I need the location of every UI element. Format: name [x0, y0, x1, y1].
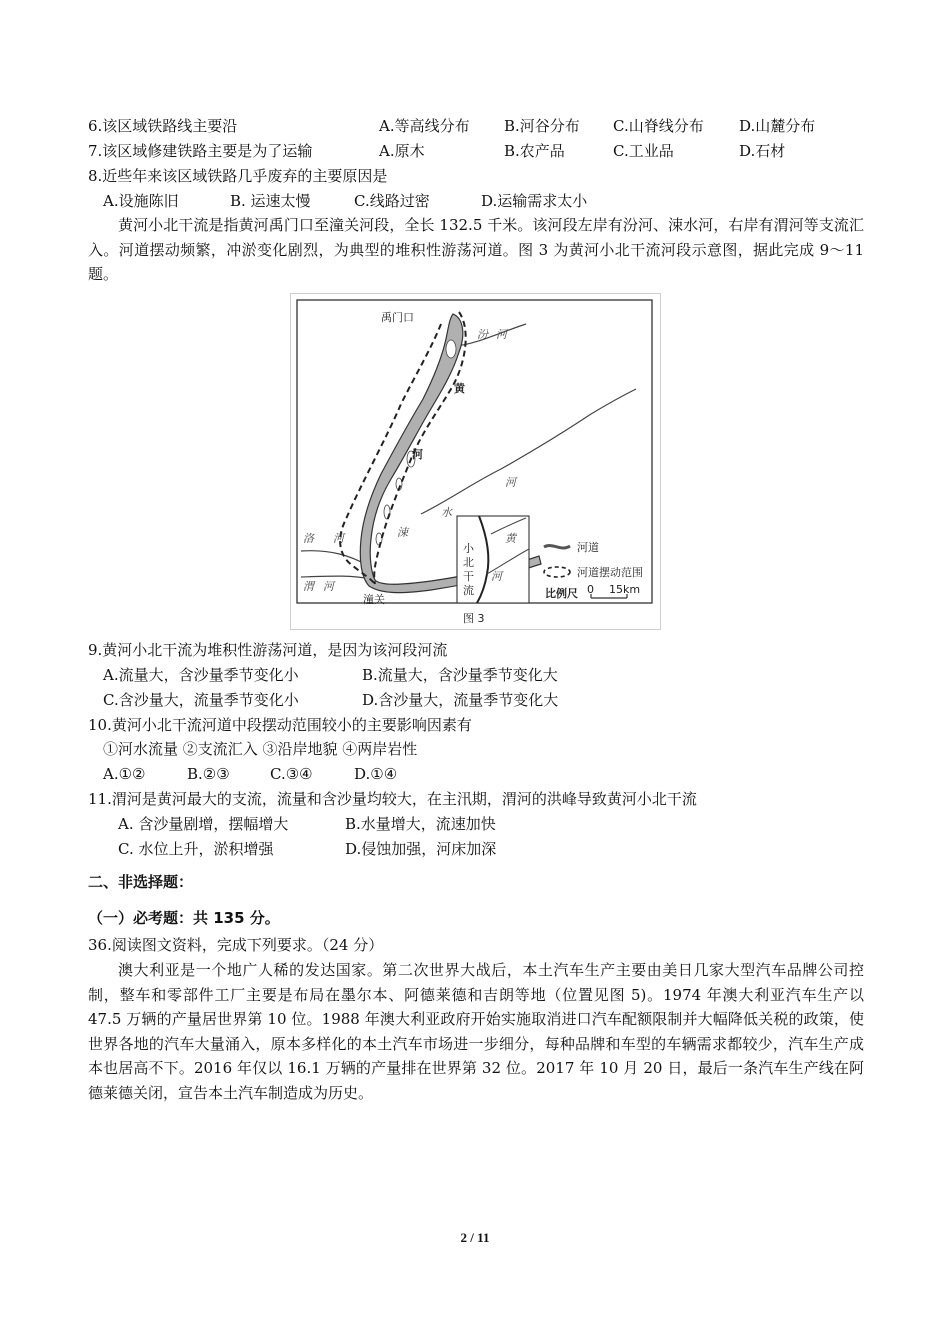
q10-option-c: C.③④	[270, 765, 313, 783]
q11-option-d: D.侵蚀加强，河床加深	[345, 840, 497, 858]
label-huang: 黄	[454, 382, 465, 395]
section-2-subheading: （一）必考题：共 135 分。	[88, 909, 280, 927]
wei-river-line-upper	[301, 576, 371, 579]
map-svg	[291, 294, 660, 629]
q7-option-b: B.农产品	[504, 142, 565, 160]
legend-channel-label: 河道	[577, 541, 599, 554]
figure-3-map	[290, 293, 661, 630]
label-su: 涑	[397, 526, 408, 539]
q6-option-c: C.山脊线分布	[613, 117, 704, 135]
q8-option-a: A.设施陈旧	[103, 192, 179, 210]
legend-swing-symbol	[544, 567, 570, 577]
q9-option-b: B.流量大，含沙量季节变化大	[362, 666, 558, 684]
inset-label-gan: 干	[463, 570, 474, 583]
label-fen-2: 河	[496, 328, 507, 341]
q10-option-b: B.②③	[187, 765, 230, 783]
label-tongguan: 潼关	[363, 593, 385, 606]
q8-option-d: D.运输需求太小	[481, 192, 588, 210]
question-8-options	[103, 191, 863, 211]
question-36-stem: 36.阅读图文资料，完成下列要求。（24 分）	[88, 936, 384, 954]
section-2-heading: 二、非选择题：	[88, 873, 194, 891]
question-10-items: ①河水流量 ②支流汇入 ③沿岸地貌 ④两岸岩性	[103, 740, 418, 758]
question-10-stem: 10.黄河小北干流河道中段摆动范围较小的主要影响因素有	[88, 716, 472, 734]
label-he: 河	[412, 448, 423, 461]
q11-option-a: A. 含沙量剧增，摆幅增大	[118, 815, 289, 833]
q7-option-a: A.原木	[379, 142, 425, 160]
question-10-options	[103, 764, 863, 784]
inset-label-bei: 北	[463, 556, 474, 569]
su-river-line	[421, 389, 636, 514]
legend-channel-symbol	[544, 546, 570, 548]
inset-label-he: 河	[491, 570, 502, 583]
label-wei-he: 河	[323, 580, 334, 593]
q7-stem: 7.该区域修建铁路主要是为了运输	[88, 142, 313, 160]
question-11-options-row1	[118, 814, 858, 834]
label-fen-1: 汾	[477, 328, 488, 341]
page-number: 2 / 11	[460, 1230, 490, 1245]
scale-zero: 0	[587, 583, 594, 596]
q7-option-c: C.工业品	[613, 142, 674, 160]
question-9-stem: 9.黄河小北干流为堆积性游荡河道，是因为该河段河流	[88, 641, 448, 659]
q8-option-b: B. 运速太慢	[230, 192, 311, 210]
q6-option-b: B.河谷分布	[504, 117, 580, 135]
q7-option-d: D.石材	[739, 142, 786, 160]
label-su-he: 河	[505, 476, 516, 489]
scale-15km: 15km	[609, 583, 641, 596]
q6-option-d: D.山麓分布	[739, 117, 816, 135]
q9-option-a: A.流量大，含沙量季节变化小	[103, 666, 299, 684]
question-7	[88, 141, 868, 161]
inset-label-liu: 流	[463, 584, 474, 597]
label-luo-he: 河	[333, 532, 344, 545]
figure-caption: 图 3	[463, 612, 485, 625]
label-yumenkou: 禹门口	[381, 311, 414, 324]
legend-swing-label: 河道摆动范围	[577, 566, 643, 579]
question-9-options-row2	[103, 690, 863, 710]
label-wei: 渭	[303, 580, 314, 593]
q10-option-d: D.①④	[354, 765, 398, 783]
q10-option-a: A.①②	[103, 765, 146, 783]
q9-option-d: D.含沙量大，流量季节变化大	[362, 691, 559, 709]
label-luo: 洛	[303, 532, 314, 545]
intro-paragraph-9-11: 黄河小北干流是指黄河禹门口至潼关河段，全长 132.5 千米。该河段左岸有汾河、涑水河，右岸有渭河等支流汇入。河道摆动频繁，冲淤变化剧烈，为典型的堆积性游荡河道。图 3 为黄河小北干流河段示意图，据此完成 9～11 题。	[88, 216, 864, 283]
question-9-options-row1	[103, 665, 863, 685]
q11-option-c: C. 水位上升，淤积增强	[118, 840, 274, 858]
question-8-stem: 8.近些年来该区域铁路几乎废弃的主要原因是	[88, 167, 388, 185]
swing-range-left	[340, 324, 441, 584]
question-6	[88, 116, 868, 136]
q8-option-c: C.线路过密	[354, 192, 430, 210]
q6-option-a: A.等高线分布	[379, 117, 470, 135]
q9-option-c: C.含沙量大，流量季节变化小	[103, 691, 299, 709]
question-36-paragraph: 澳大利亚是一个地广人稀的发达国家。第二次世界大战后，本土汽车生产主要由美日几家大型汽车品牌公司控制，整车和零部件工厂主要是布局在墨尔本、阿德莱德和吉朗等地（位置见图 5)。1974 年澳大利亚汽车生产以 47.5 万辆的产量居世界第 10 位。1988 年澳大利亚政府开始实施取消进口汽车配额限制并大幅降低关税的政策，使世界各地的汽车大量涌入，原本多样化的本土汽车市场进一步细分，每种品牌和车型的车辆需求都较少，汽车生产成本也居高不下。2016 年仅以 16.1 万辆的产量排在世界第 32 位。2017 年 10 月 20 日，最后一条汽车生产线在阿德莱德关闭，宣告本土汽车制造成为历史。	[88, 961, 864, 1102]
q11-option-b: B.水量增大，流速加快	[345, 815, 496, 833]
legend-scale-label: 比例尺	[545, 587, 578, 600]
label-shui: 水	[441, 506, 452, 519]
q6-stem: 6.该区域铁路线主要沿	[88, 117, 238, 135]
inset-label-huang: 黄	[505, 532, 516, 545]
luo-river-line	[301, 551, 369, 566]
question-11-options-row2	[118, 839, 858, 859]
question-11-stem: 11.渭河是黄河最大的支流，流量和含沙量均较大，在主汛期，渭河的洪峰导致黄河小北干流	[88, 790, 697, 808]
inset-label-xiao: 小	[463, 542, 474, 555]
